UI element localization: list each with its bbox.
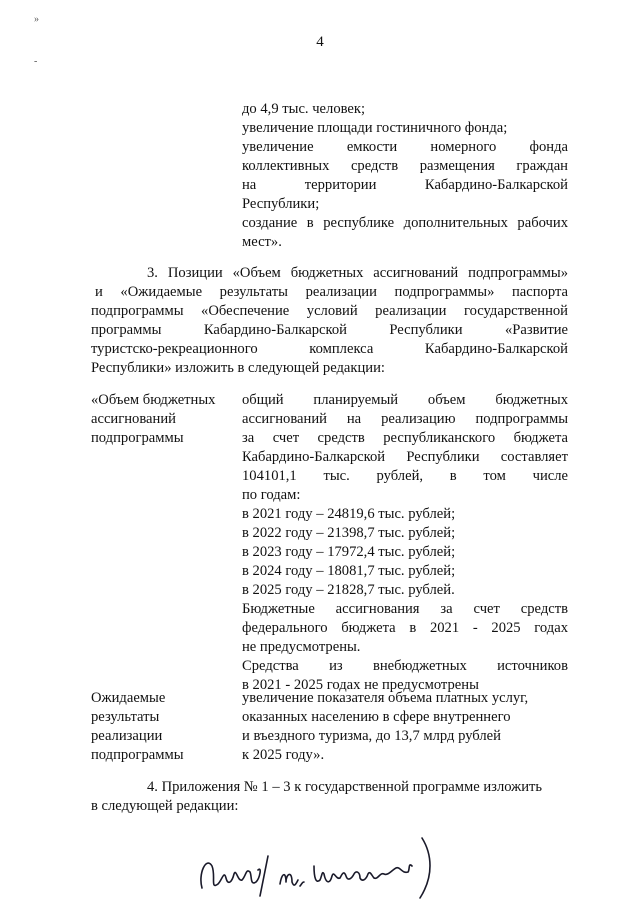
- text-line: подпрограммы: [91, 430, 184, 446]
- scan-mark: -: [34, 56, 38, 67]
- text-line: к 2025 году».: [242, 747, 325, 763]
- text-line: мест».: [242, 234, 282, 250]
- text-line: увеличение показателя объема платных услуг,: [242, 690, 529, 706]
- scan-mark: »: [34, 14, 39, 25]
- text-line: реализации: [91, 728, 163, 744]
- text-line: Республики;: [242, 196, 320, 212]
- text-line: ассигнований: [91, 411, 176, 427]
- text-line: увеличение емкости номерного фонда: [242, 139, 568, 155]
- text-line: за счет средств республиканского бюджета: [242, 430, 568, 446]
- text-line: коллективных средств размещения граждан: [242, 158, 568, 174]
- text-line: до 4,9 тыс. человек;: [242, 101, 366, 117]
- text-line: 3. Позиции «Объем бюджетных ассигнований подпрограммы»: [147, 265, 568, 281]
- text-line: в 2024 году – 18081,7 тыс. рублей;: [242, 563, 456, 579]
- text-line: 4. Приложения № 1 – 3 к государственной программе изложить: [147, 779, 543, 795]
- text-line: подпрограммы: [91, 747, 184, 763]
- text-line: оказанных населению в сфере внутреннего: [242, 709, 511, 725]
- text-line: увеличение площади гостиничного фонда;: [242, 120, 508, 136]
- text-line: и «Ожидаемые результаты реализации подпрограммы» паспорта: [95, 284, 568, 300]
- text-line: федерального бюджета в 2021 - 2025 годах: [242, 620, 568, 636]
- text-line: Кабардино-Балкарской Республики составляет: [242, 449, 568, 465]
- text-line: в 2021 году – 24819,6 тыс. рублей;: [242, 506, 456, 522]
- text-line: подпрограммы «Обеспечение условий реализации государственной: [91, 303, 568, 319]
- text-line: Бюджетные ассигнования за счет средств: [242, 601, 568, 617]
- text-line: в 2021 - 2025 годах не предусмотрены: [242, 677, 479, 693]
- text-line: программы Кабардино-Балкарской Республики «Развитие: [91, 322, 568, 338]
- text-line: в 2023 году – 17972,4 тыс. рублей;: [242, 544, 456, 560]
- text-line: в 2022 году – 21398,7 тыс. рублей;: [242, 525, 456, 541]
- text-line: Средства из внебюджетных источников: [242, 658, 568, 674]
- text-line: создание в республике дополнительных рабочих: [242, 215, 568, 231]
- text-line: по годам:: [242, 487, 301, 503]
- page-number: 4: [316, 34, 324, 50]
- text-line: 104101,1 тыс. рублей, в том числе: [242, 468, 568, 484]
- text-line: результаты: [91, 709, 160, 725]
- text-line: туристско-рекреационного комплекса Кабардино-Балкарской: [91, 341, 568, 357]
- text-line: в следующей редакции:: [91, 798, 239, 814]
- text-line: «Объем бюджетных: [91, 392, 216, 408]
- text-line: общий планируемый объем бюджетных: [242, 392, 568, 408]
- text-line: в 2025 году – 21828,7 тыс. рублей.: [242, 582, 455, 598]
- text-line: на территории Кабардино-Балкарской: [242, 177, 568, 193]
- text-line: не предусмотрены.: [242, 639, 361, 655]
- text-line: ассигнований на реализацию подпрограммы: [242, 411, 568, 427]
- text-line: и въездного туризма, до 13,7 млрд рублей: [242, 728, 501, 744]
- text-line: Ожидаемые: [91, 690, 166, 706]
- signature: [196, 826, 466, 906]
- text-line: Республики» изложить в следующей редакции:: [91, 360, 385, 376]
